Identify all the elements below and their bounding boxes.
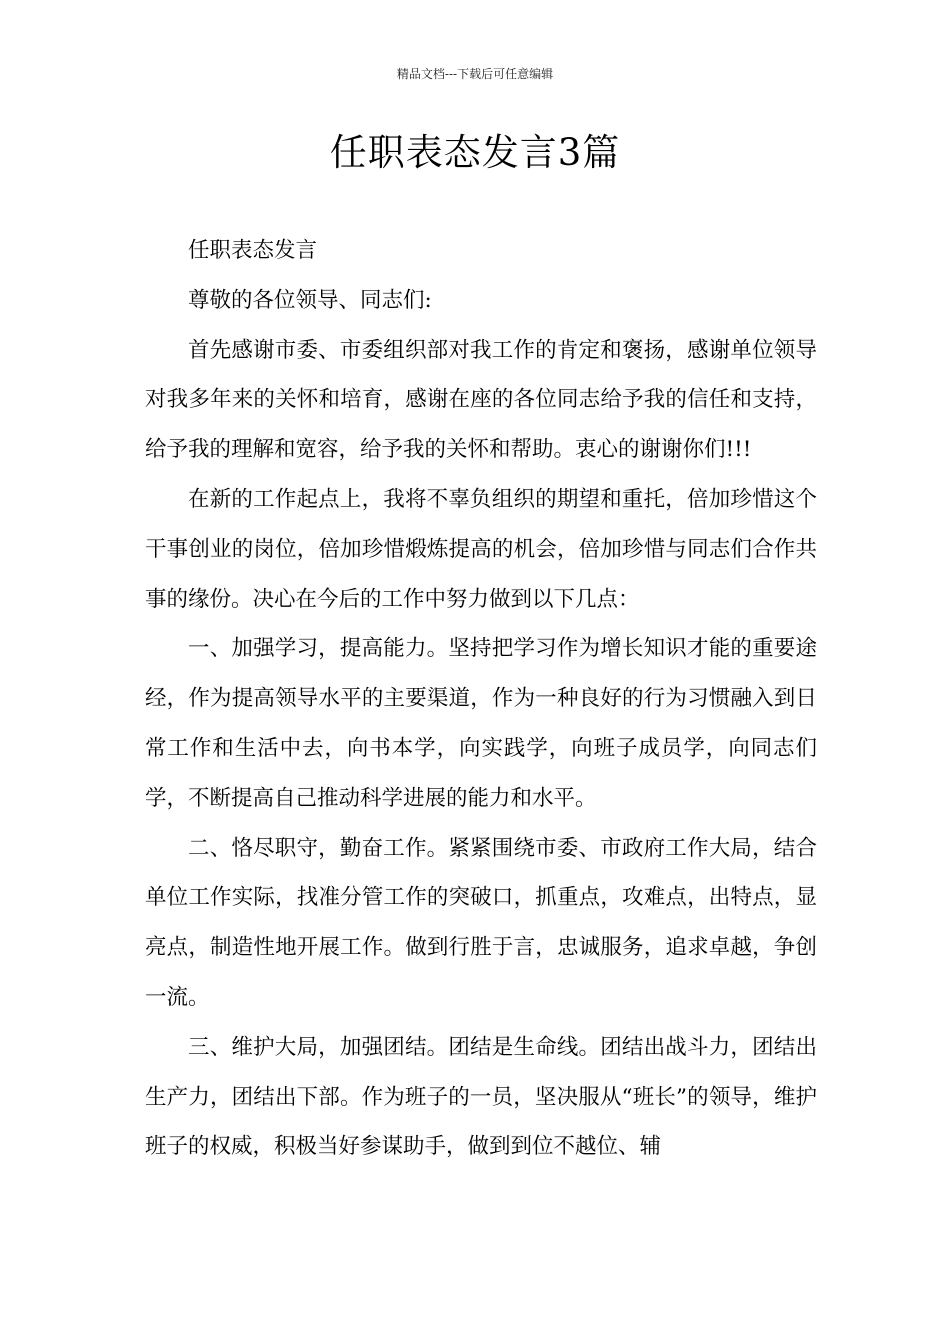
paragraph-point-three: 三、维护大局，加强团结。团结是生命线。团结出战斗力，团结出生产力，团结出下部。作为班子的一员，坚决服从“班长”的领导，维护班子的权威，积极当好参谋助手，做到到位不越位、辅 (145, 1034, 817, 1160)
document-body (145, 226, 817, 1172)
paragraph-salutation: 尊敬的各位领导、同志们: (188, 287, 432, 313)
paragraph-point-one: 一、加强学习，提高能力。坚持把学习作为增长知识才能的重要途经，作为提高领导水平的主要渠道，作为一种良好的行为习惯融入到日常工作和生活中去，向书本学，向实践学，向班子成员学，向同志们学，不断提高自己推动科学进展的能力和水平。 (145, 636, 817, 811)
paragraph-commitment: 在新的工作起点上，我将不辜负组织的期望和重托，倍加珍惜这个干事创业的岗位，倍加珍惜煅炼提高的机会，倍加珍惜与同志们合作共事的缘份。决心在今后的工作中努力做到以下几点： (145, 486, 817, 612)
paragraph-thanks: 首先感谢市委、市委组织部对我工作的肯定和褒扬，感谢单位领导对我多年来的关怀和培育，感谢在座的各位同志给予我的信任和支持，给予我的理解和宽容，给予我的关怀和帮助。衷心的谢谢你们!!! (145, 337, 817, 463)
paragraph-point-two: 二、恪尽职守，勤奋工作。紧紧围绕市委、市政府工作大局，结合单位工作实际，找准分管工作的突破口，抓重点，攻难点，出特点，显亮点，制造性地开展工作。做到行胜于言，忠诚服务，追求卓越，争创一流。 (145, 835, 817, 1010)
document-title: 任职表态发言3篇 (329, 131, 621, 174)
paragraph-subtitle: 任职表态发言 (188, 238, 318, 263)
header-note: 精品文档---下载后可任意编辑 (396, 67, 554, 81)
